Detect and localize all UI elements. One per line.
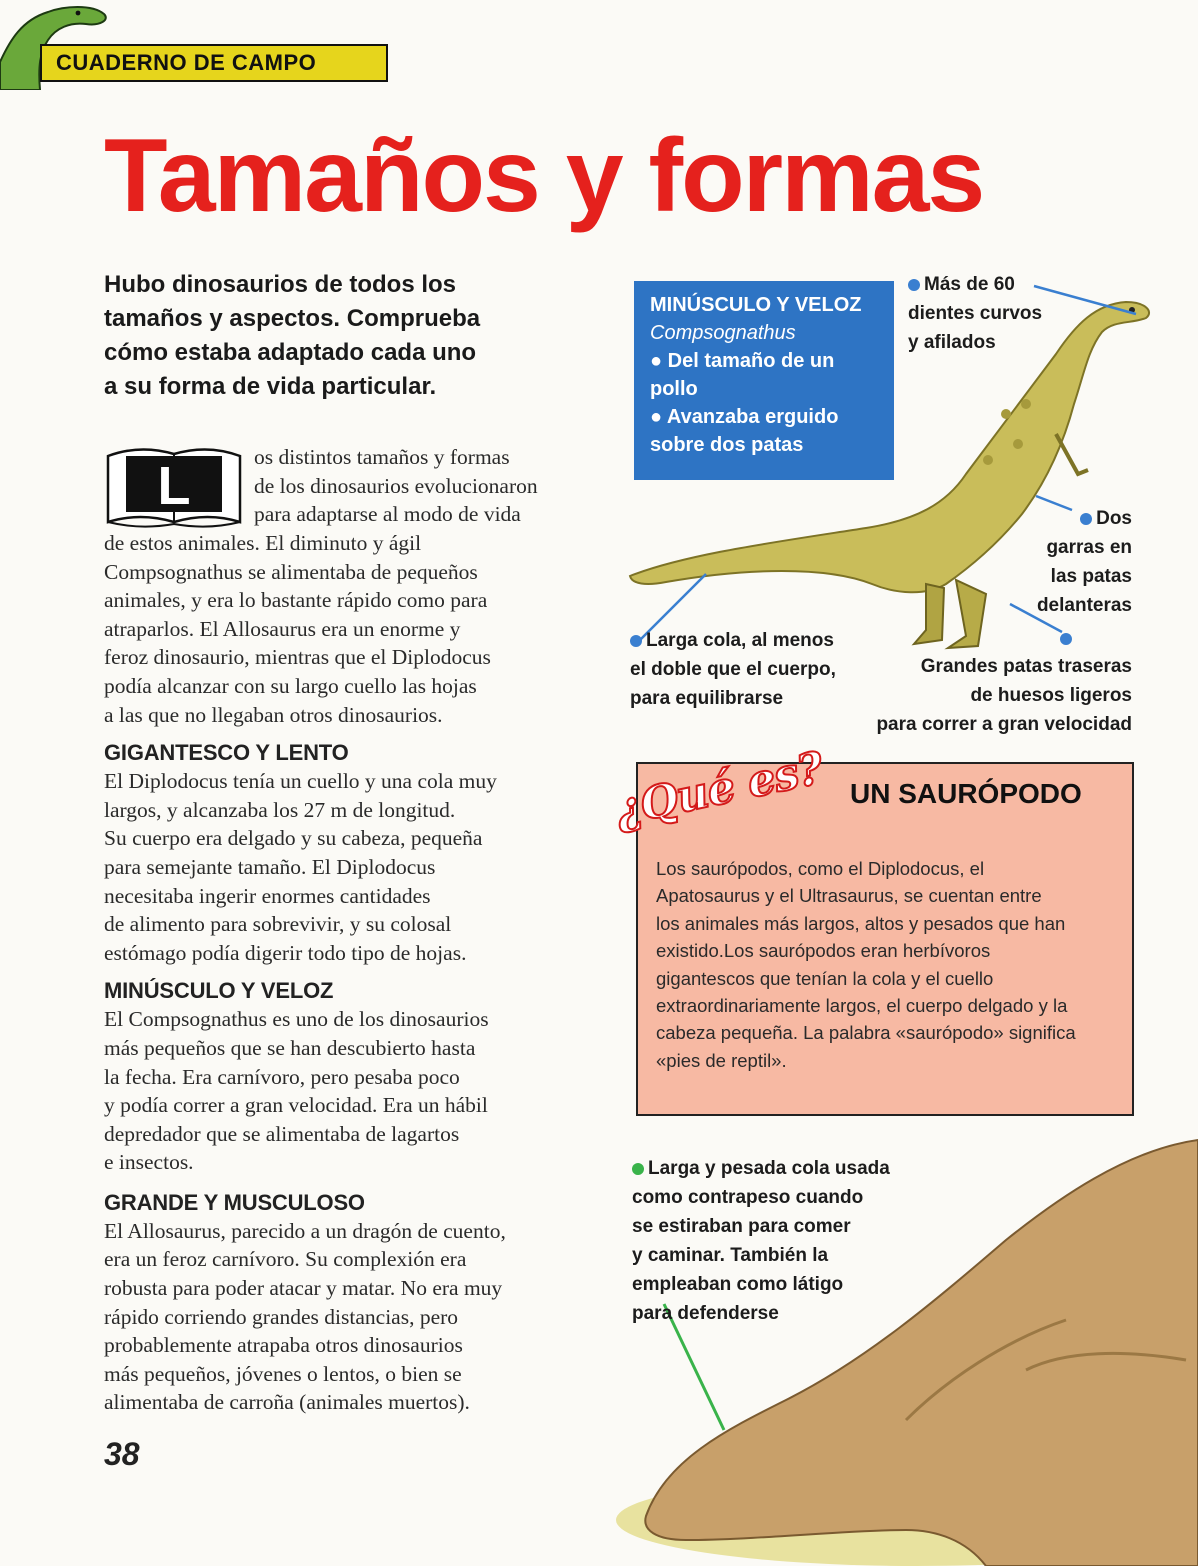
- text-line: Apatosaurus y el Ultrasaurus, se cuentan entre: [656, 885, 1042, 907]
- text-line: Compsognathus se alimentaba de pequeños: [104, 559, 478, 584]
- dropcap-book-icon: [104, 442, 244, 530]
- fact-box-species: Compsognathus: [650, 322, 796, 344]
- text-line: la fecha. Era carnívoro, pero pesaba poco: [104, 1064, 460, 1089]
- text-line: os distintos tamaños y formas: [254, 445, 510, 469]
- caption-line: el doble que el cuerpo,: [630, 659, 836, 680]
- caption-line: y caminar. También la: [632, 1245, 829, 1266]
- section-heading-grande: GRANDE Y MUSCULOSO: [104, 1189, 365, 1215]
- text-line: depredador que se alimentaba de lagartos: [104, 1121, 460, 1146]
- text-line: podía alcanzar con su largo cuello las hojas: [104, 673, 477, 698]
- text-line: El Allosaurus, parecido a un dragón de cuento,: [104, 1218, 506, 1243]
- fact-box-item: ● Del tamaño de un: [650, 350, 835, 372]
- text-line: animales, y era lo bastante rápido como para: [104, 588, 488, 613]
- caption-line: para defenderse: [632, 1303, 779, 1324]
- caption-line: Larga y pesada cola usada: [648, 1158, 890, 1179]
- caption-line: las patas: [1050, 566, 1132, 587]
- caption-line: para correr a gran velocidad: [876, 714, 1132, 735]
- section-badge: CUADERNO DE CAMPO: [40, 44, 388, 82]
- text-line: alimentaba de carroña (animales muertos).: [104, 1390, 470, 1415]
- text-line: a las que no llegaban otros dinosaurios.: [104, 702, 443, 727]
- bullet-dot: [1080, 513, 1092, 525]
- fact-box-item: pollo: [650, 378, 698, 400]
- text-line: más pequeños que se han descubierto hasta: [104, 1035, 476, 1060]
- text-line: probablemente atrapaba otros dinosaurios: [104, 1333, 463, 1358]
- caption-teeth: [908, 270, 1042, 357]
- text-line: e insectos.: [104, 1150, 194, 1175]
- section-heading-minusculo: MINÚSCULO Y VELOZ: [104, 978, 334, 1004]
- fact-box-item: ● Avanzaba erguido: [650, 406, 839, 428]
- text-line: robusta para poder atacar y matar. No era muy: [104, 1276, 503, 1301]
- caption-line: Más de 60: [924, 274, 1015, 295]
- bullet-dot: [632, 1163, 644, 1175]
- text-line: El Compsognathus es uno de los dinosaurios: [104, 1007, 489, 1032]
- bullet-dot: [1060, 633, 1072, 645]
- fact-box-title: MINÚSCULO Y VELOZ: [650, 294, 862, 316]
- caption-claws: [990, 504, 1132, 620]
- paragraph-1-top: [254, 443, 614, 529]
- text-line: Su cuerpo era delgado y su cabeza, pequeña: [104, 826, 483, 851]
- text-line: existido.Los saurópodos eran herbívoros: [656, 940, 991, 962]
- text-line: más pequeños, jóvenes o lentos, o bien se: [104, 1361, 462, 1386]
- intro-line: cómo estaba adaptado cada uno: [104, 339, 477, 366]
- caption-legs: [860, 652, 1132, 739]
- fact-box-item: sobre dos patas: [650, 434, 804, 456]
- intro-line: a su forma de vida particular.: [104, 373, 437, 400]
- text-line: era un feroz carnívoro. Su complexión era: [104, 1247, 467, 1272]
- bullet-dot: [908, 279, 920, 291]
- caption-line: delanteras: [1036, 595, 1132, 616]
- caption-line: Larga cola, al menos: [646, 630, 834, 651]
- text-line: los animales más largos, altos y pesados que han: [656, 912, 1066, 934]
- caption-line: empleaban como látigo: [632, 1274, 844, 1295]
- text-line: de los dinosaurios evolucionaron: [254, 473, 538, 498]
- text-line: de alimento para sobrevivir, y su colosal: [104, 912, 452, 937]
- text-line: para semejante tamaño. El Diplodocus: [104, 854, 436, 879]
- caption-line: como contrapeso cuando: [632, 1187, 864, 1208]
- intro-text: [104, 268, 574, 404]
- dropcap-letter: L: [157, 456, 191, 516]
- que-es-logo: ¿Qué es?: [610, 742, 827, 837]
- caption-line: para equilibrarse: [630, 688, 784, 709]
- body-column: [104, 529, 614, 1417]
- caption-line: Dos: [1096, 508, 1132, 529]
- definition-text: [656, 855, 1122, 1074]
- text-line: largos, y alcanzaba los 27 m de longitud.: [104, 797, 456, 822]
- text-line: atraparlos. El Allosaurus era un enorme y: [104, 616, 461, 641]
- text-line: para adaptarse al modo de vida: [254, 502, 521, 527]
- text-line: rápido corriendo grandes distancias, pero: [104, 1304, 459, 1329]
- compsognathus-fact-box: [634, 281, 894, 480]
- text-line: «pies de reptil».: [656, 1049, 787, 1071]
- text-line: gigantescos que tenían la cola y el cuello: [656, 967, 994, 989]
- text-line: y podía correr a gran velocidad. Era un hábil: [104, 1093, 488, 1118]
- caption-line: de huesos ligeros: [970, 685, 1132, 706]
- definition-heading: UN SAURÓPODO: [850, 778, 1082, 809]
- text-line: El Diplodocus tenía un cuello y una cola muy: [104, 769, 497, 794]
- section-heading-gigantesco: GIGANTESCO Y LENTO: [104, 740, 349, 766]
- text-line: extraordinariamente largos, el cuerpo delgado y la: [656, 995, 1068, 1017]
- intro-line: Hubo dinosaurios de todos los: [104, 271, 457, 298]
- intro-line: tamaños y aspectos. Comprueba: [104, 305, 481, 332]
- text-line: Los saurópodos, como el Diplodocus, el: [656, 858, 985, 879]
- text-line: necesitaba ingerir enormes cantidades: [104, 883, 431, 908]
- caption-line: garras en: [1046, 537, 1132, 558]
- caption-tail: [630, 626, 836, 713]
- text-line: cabeza pequeña. La palabra «saurópodo» significa: [656, 1022, 1076, 1044]
- page-title: Tamaños y formas: [104, 118, 984, 234]
- caption-line: se estiraban para comer: [632, 1216, 851, 1237]
- caption-line: y afilados: [908, 332, 996, 353]
- text-line: de estos animales. El diminuto y ágil: [104, 531, 422, 555]
- page-number: 38: [104, 1436, 140, 1472]
- caption-line: dientes curvos: [908, 303, 1043, 324]
- bullet-dot: [630, 635, 642, 647]
- caption-line: Grandes patas traseras: [920, 656, 1132, 677]
- text-line: feroz dinosaurio, mientras que el Diplodocus: [104, 645, 491, 670]
- text-line: estómago podía digerir todo tipo de hojas.: [104, 940, 467, 965]
- bullet-dot-legs: [1060, 630, 1076, 648]
- caption-sauropod-tail: [632, 1154, 890, 1328]
